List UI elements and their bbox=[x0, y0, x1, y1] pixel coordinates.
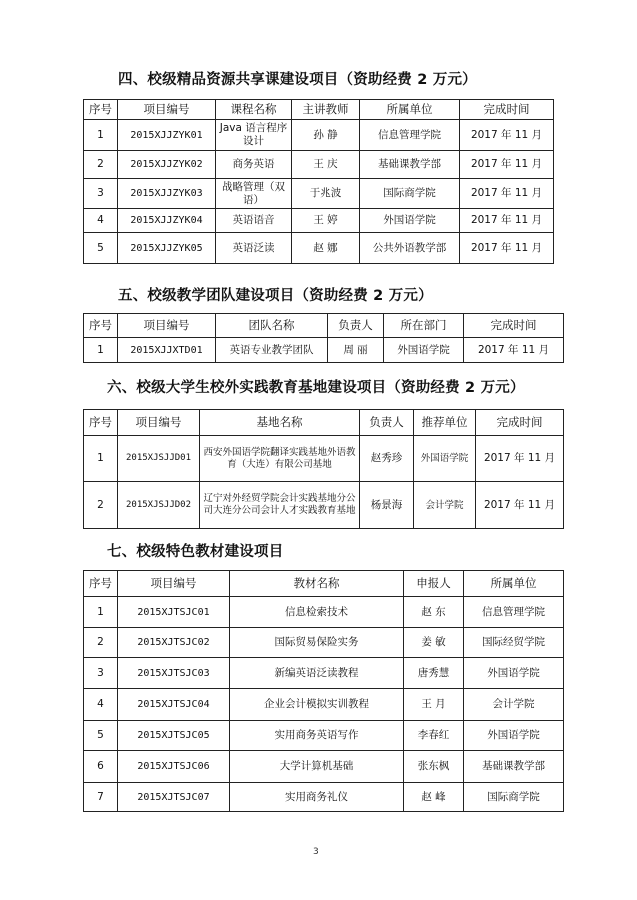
cell: 西安外国语学院翻译实践基地外语教育（大连）有限公司基地 bbox=[200, 436, 360, 482]
col-header: 负责人 bbox=[360, 410, 414, 436]
section-4-title: 四、校级精品资源共享课建设项目（资助经费 2 万元） bbox=[118, 72, 477, 88]
cell: 公共外语教学部 bbox=[360, 233, 460, 264]
cell: 赵秀珍 bbox=[360, 436, 414, 482]
cell: 4 bbox=[84, 689, 118, 721]
cell: 2015XJSJJD01 bbox=[118, 436, 200, 482]
cell: 6 bbox=[84, 751, 118, 783]
col-header: 项目编号 bbox=[118, 314, 216, 338]
cell: 杨景海 bbox=[360, 482, 414, 529]
cell: 2017 年 11 月 bbox=[460, 233, 554, 264]
col-header: 所属单位 bbox=[360, 100, 460, 120]
cell: 2 bbox=[84, 482, 118, 529]
table-header-row bbox=[84, 571, 564, 597]
table-header-row bbox=[84, 410, 564, 436]
cell: 国际商学院 bbox=[360, 179, 460, 209]
cell: 张东枫 bbox=[404, 751, 464, 783]
cell: 周 丽 bbox=[328, 338, 384, 363]
cell: 2015XJJZYK05 bbox=[118, 233, 216, 264]
cell: 大学计算机基础 bbox=[230, 751, 404, 783]
page-number: 3 bbox=[313, 847, 319, 857]
cell: 会计学院 bbox=[414, 482, 476, 529]
cell: 国际贸易保险实务 bbox=[230, 628, 404, 658]
cell: 赵 东 bbox=[404, 597, 464, 628]
col-header: 基地名称 bbox=[200, 410, 360, 436]
cell: 国际经贸学院 bbox=[464, 628, 564, 658]
cell: 1 bbox=[84, 597, 118, 628]
col-header: 课程名称 bbox=[216, 100, 292, 120]
cell: 信息管理学院 bbox=[464, 597, 564, 628]
section-5-title: 五、校级教学团队建设项目（资助经费 2 万元） bbox=[118, 288, 433, 304]
col-header: 申报人 bbox=[404, 571, 464, 597]
cell: 2015XJTSJC02 bbox=[118, 628, 230, 658]
cell: 战略管理（双语） bbox=[216, 179, 292, 209]
table-row bbox=[84, 338, 564, 363]
cell: 1 bbox=[84, 436, 118, 482]
cell: 唐秀慧 bbox=[404, 658, 464, 689]
cell: 2015XJJXTD01 bbox=[118, 338, 216, 363]
col-header: 主讲教师 bbox=[292, 100, 360, 120]
cell: 外国语学院 bbox=[360, 209, 460, 233]
cell: 2 bbox=[84, 628, 118, 658]
col-header: 序号 bbox=[84, 571, 118, 597]
cell: 英语语音 bbox=[216, 209, 292, 233]
section-6-title: 六、校级大学生校外实践教育基地建设项目（资助经费 2 万元） bbox=[107, 380, 525, 396]
col-header: 负责人 bbox=[328, 314, 384, 338]
cell: 孙 静 bbox=[292, 120, 360, 151]
cell: 2015XJJZYK04 bbox=[118, 209, 216, 233]
table-row bbox=[84, 751, 564, 783]
cell: 2015XJTSJC04 bbox=[118, 689, 230, 721]
cell: Java 语言程序设计 bbox=[216, 120, 292, 151]
cell: 1 bbox=[84, 120, 118, 151]
cell: 英语专业教学团队 bbox=[216, 338, 328, 363]
cell: 1 bbox=[84, 338, 118, 363]
cell: 于兆波 bbox=[292, 179, 360, 209]
cell: 赵 峰 bbox=[404, 783, 464, 812]
cell: 2015XJJZYK01 bbox=[118, 120, 216, 151]
cell: 英语泛读 bbox=[216, 233, 292, 264]
cell: 2015XJTSJC07 bbox=[118, 783, 230, 812]
col-header: 推荐单位 bbox=[414, 410, 476, 436]
cell: 国际商学院 bbox=[464, 783, 564, 812]
cell: 3 bbox=[84, 179, 118, 209]
cell: 实用商务礼仪 bbox=[230, 783, 404, 812]
cell: 2017 年 11 月 bbox=[464, 338, 564, 363]
table-row bbox=[84, 233, 554, 264]
cell: 辽宁对外经贸学院会计实践基地分公司大连分公司会计人才实践教育基地 bbox=[200, 482, 360, 529]
section-7-title: 七、校级特色教材建设项目 bbox=[107, 544, 284, 560]
cell: 4 bbox=[84, 209, 118, 233]
cell: 5 bbox=[84, 233, 118, 264]
table-row bbox=[84, 151, 554, 179]
table-row bbox=[84, 436, 564, 482]
col-header: 教材名称 bbox=[230, 571, 404, 597]
table-row bbox=[84, 783, 564, 812]
cell: 企业会计模拟实训教程 bbox=[230, 689, 404, 721]
col-header: 项目编号 bbox=[118, 100, 216, 120]
section-5-table bbox=[83, 313, 564, 363]
col-header: 完成时间 bbox=[464, 314, 564, 338]
cell: 2017 年 11 月 bbox=[476, 436, 564, 482]
cell: 信息检索技术 bbox=[230, 597, 404, 628]
cell: 会计学院 bbox=[464, 689, 564, 721]
cell: 2015XJTSJC06 bbox=[118, 751, 230, 783]
col-header: 项目编号 bbox=[118, 571, 230, 597]
col-header: 序号 bbox=[84, 410, 118, 436]
cell: 7 bbox=[84, 783, 118, 812]
cell: 2 bbox=[84, 151, 118, 179]
cell: 王 庆 bbox=[292, 151, 360, 179]
col-header: 所在部门 bbox=[384, 314, 464, 338]
cell: 外国语学院 bbox=[384, 338, 464, 363]
table-row bbox=[84, 482, 564, 529]
cell: 2015XJTSJC03 bbox=[118, 658, 230, 689]
cell: 2015XJJZYK02 bbox=[118, 151, 216, 179]
col-header: 所属单位 bbox=[464, 571, 564, 597]
col-header: 完成时间 bbox=[460, 100, 554, 120]
table-row bbox=[84, 597, 564, 628]
table-row bbox=[84, 658, 564, 689]
cell: 2017 年 11 月 bbox=[460, 209, 554, 233]
cell: 信息管理学院 bbox=[360, 120, 460, 151]
cell: 商务英语 bbox=[216, 151, 292, 179]
table-row bbox=[84, 209, 554, 233]
cell: 3 bbox=[84, 658, 118, 689]
cell: 基础课教学部 bbox=[360, 151, 460, 179]
cell: 外国语学院 bbox=[414, 436, 476, 482]
cell: 2017 年 11 月 bbox=[460, 179, 554, 209]
cell: 姜 敏 bbox=[404, 628, 464, 658]
table-header-row bbox=[84, 100, 554, 120]
table-header-row bbox=[84, 314, 564, 338]
section-6-table bbox=[83, 409, 564, 529]
table-row bbox=[84, 721, 564, 751]
cell: 2015XJJZYK03 bbox=[118, 179, 216, 209]
col-header: 序号 bbox=[84, 100, 118, 120]
cell: 赵 娜 bbox=[292, 233, 360, 264]
section-4-table bbox=[83, 99, 554, 264]
cell: 2015XJTSJC05 bbox=[118, 721, 230, 751]
cell: 2017 年 11 月 bbox=[460, 151, 554, 179]
col-header: 序号 bbox=[84, 314, 118, 338]
col-header: 项目编号 bbox=[118, 410, 200, 436]
cell: 2015XJSJJD02 bbox=[118, 482, 200, 529]
cell: 2017 年 11 月 bbox=[460, 120, 554, 151]
section-7-table bbox=[83, 570, 564, 812]
table-row bbox=[84, 179, 554, 209]
col-header: 完成时间 bbox=[476, 410, 564, 436]
col-header: 团队名称 bbox=[216, 314, 328, 338]
cell: 王 月 bbox=[404, 689, 464, 721]
cell: 王 婷 bbox=[292, 209, 360, 233]
cell: 新编英语泛读教程 bbox=[230, 658, 404, 689]
cell: 外国语学院 bbox=[464, 721, 564, 751]
table-row bbox=[84, 689, 564, 721]
cell: 5 bbox=[84, 721, 118, 751]
cell: 2015XJTSJC01 bbox=[118, 597, 230, 628]
table-row bbox=[84, 628, 564, 658]
cell: 实用商务英语写作 bbox=[230, 721, 404, 751]
cell: 外国语学院 bbox=[464, 658, 564, 689]
cell: 李春红 bbox=[404, 721, 464, 751]
cell: 2017 年 11 月 bbox=[476, 482, 564, 529]
cell: 基础课教学部 bbox=[464, 751, 564, 783]
table-row bbox=[84, 120, 554, 151]
